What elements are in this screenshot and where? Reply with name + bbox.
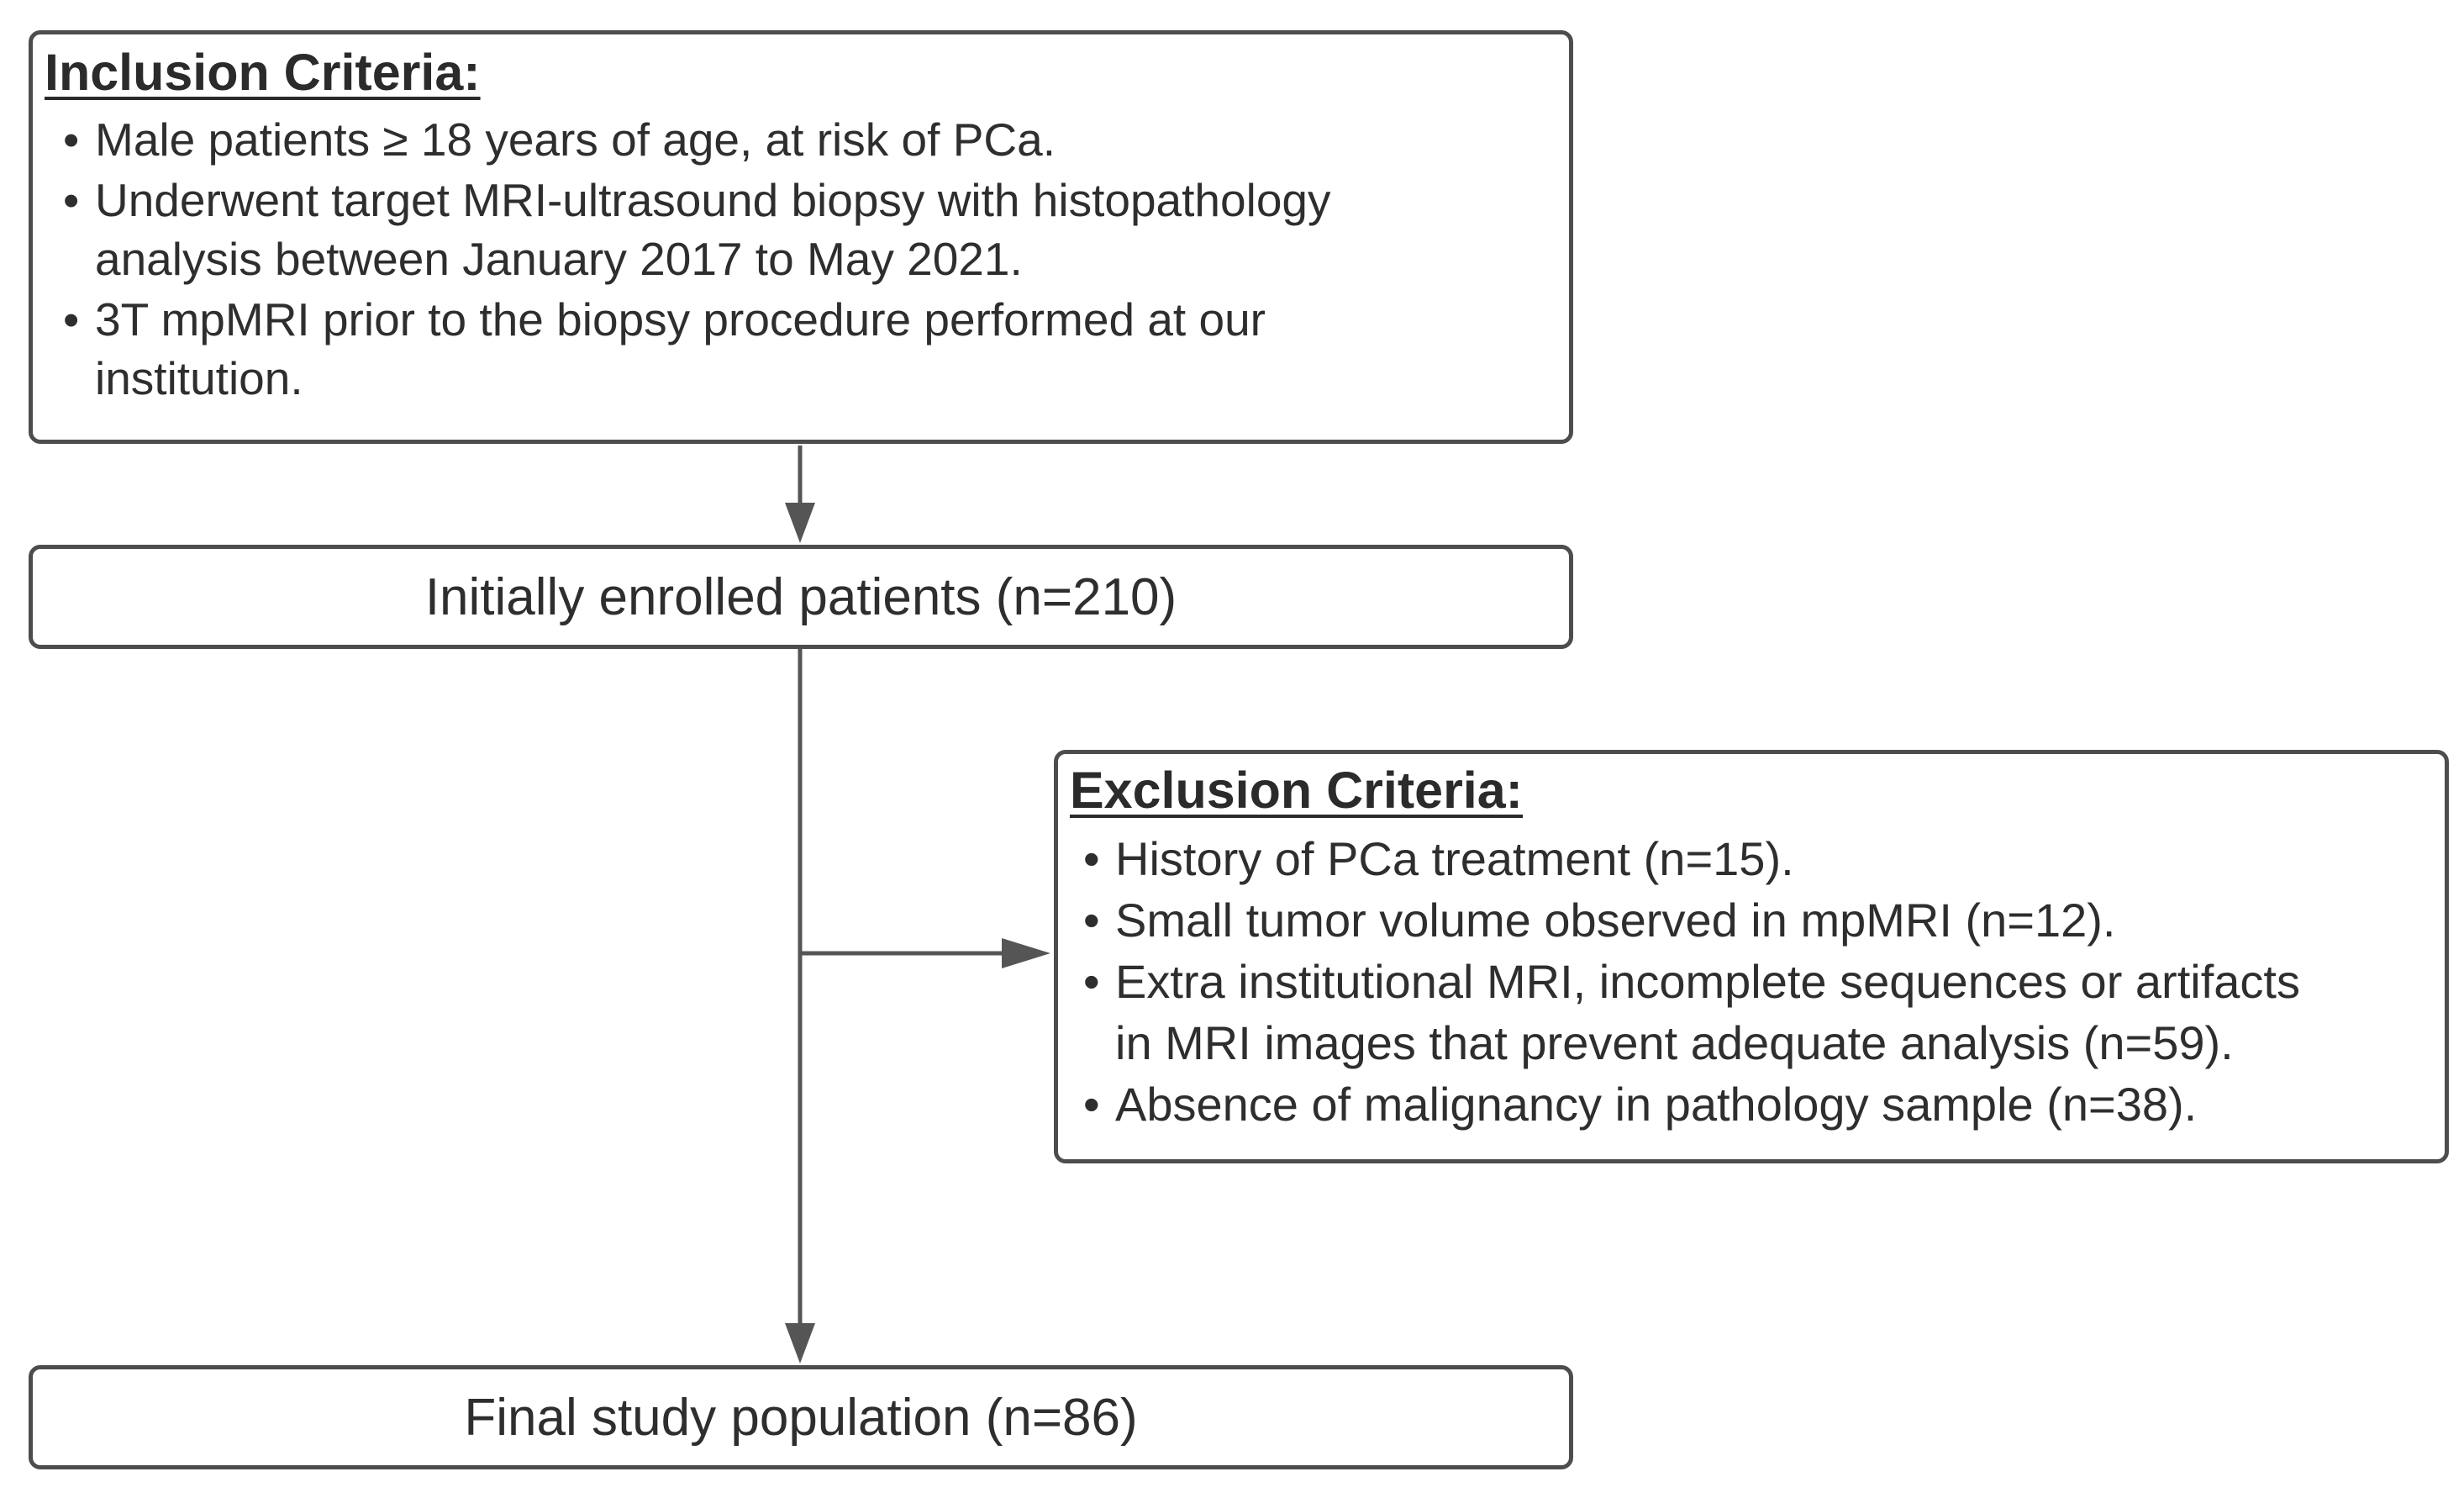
enrolled-patients-box (29, 545, 1573, 649)
exclusion-item: • History of PCa treatment (n=15). (1075, 828, 2300, 889)
final-population-label: Final study population (n=86) (464, 1388, 1138, 1447)
exclusion-item: • Absence of malignancy in pathology sample (n=38). (1075, 1073, 2300, 1135)
arrowhead-exclusion (1002, 938, 1050, 968)
inclusion-item: • Underwent target MRI-ultrasound biopsy with histopathology analysis between January 2017 to May 2021. (55, 171, 1331, 288)
exclusion-criteria-list (1075, 828, 2300, 1135)
exclusion-item: • Extra institutional MRI, incomplete sequences or artifacts in MRI images that prevent adequate analysis (n=59). (1075, 951, 2300, 1073)
inclusion-item: • Male patients ≥ 18 years of age, at risk of PCa. (55, 110, 1331, 169)
inclusion-criteria-box (29, 30, 1573, 444)
inclusion-item: • 3T mpMRI prior to the biopsy procedure performed at our institution. (55, 290, 1331, 408)
exclusion-criteria-box (1054, 750, 2449, 1163)
exclusion-item: • Small tumor volume observed in mpMRI (n=12). (1075, 889, 2300, 951)
arrowhead-enrolled (785, 503, 815, 543)
enrolled-patients-label: Initially enrolled patients (n=210) (424, 567, 1177, 626)
exclusion-criteria-heading: Exclusion Criteria: (1070, 762, 1523, 819)
inclusion-criteria-list (55, 110, 1331, 408)
arrowhead-final (785, 1323, 815, 1363)
inclusion-criteria-heading: Inclusion Criteria: (45, 44, 481, 101)
final-population-box (29, 1365, 1573, 1469)
